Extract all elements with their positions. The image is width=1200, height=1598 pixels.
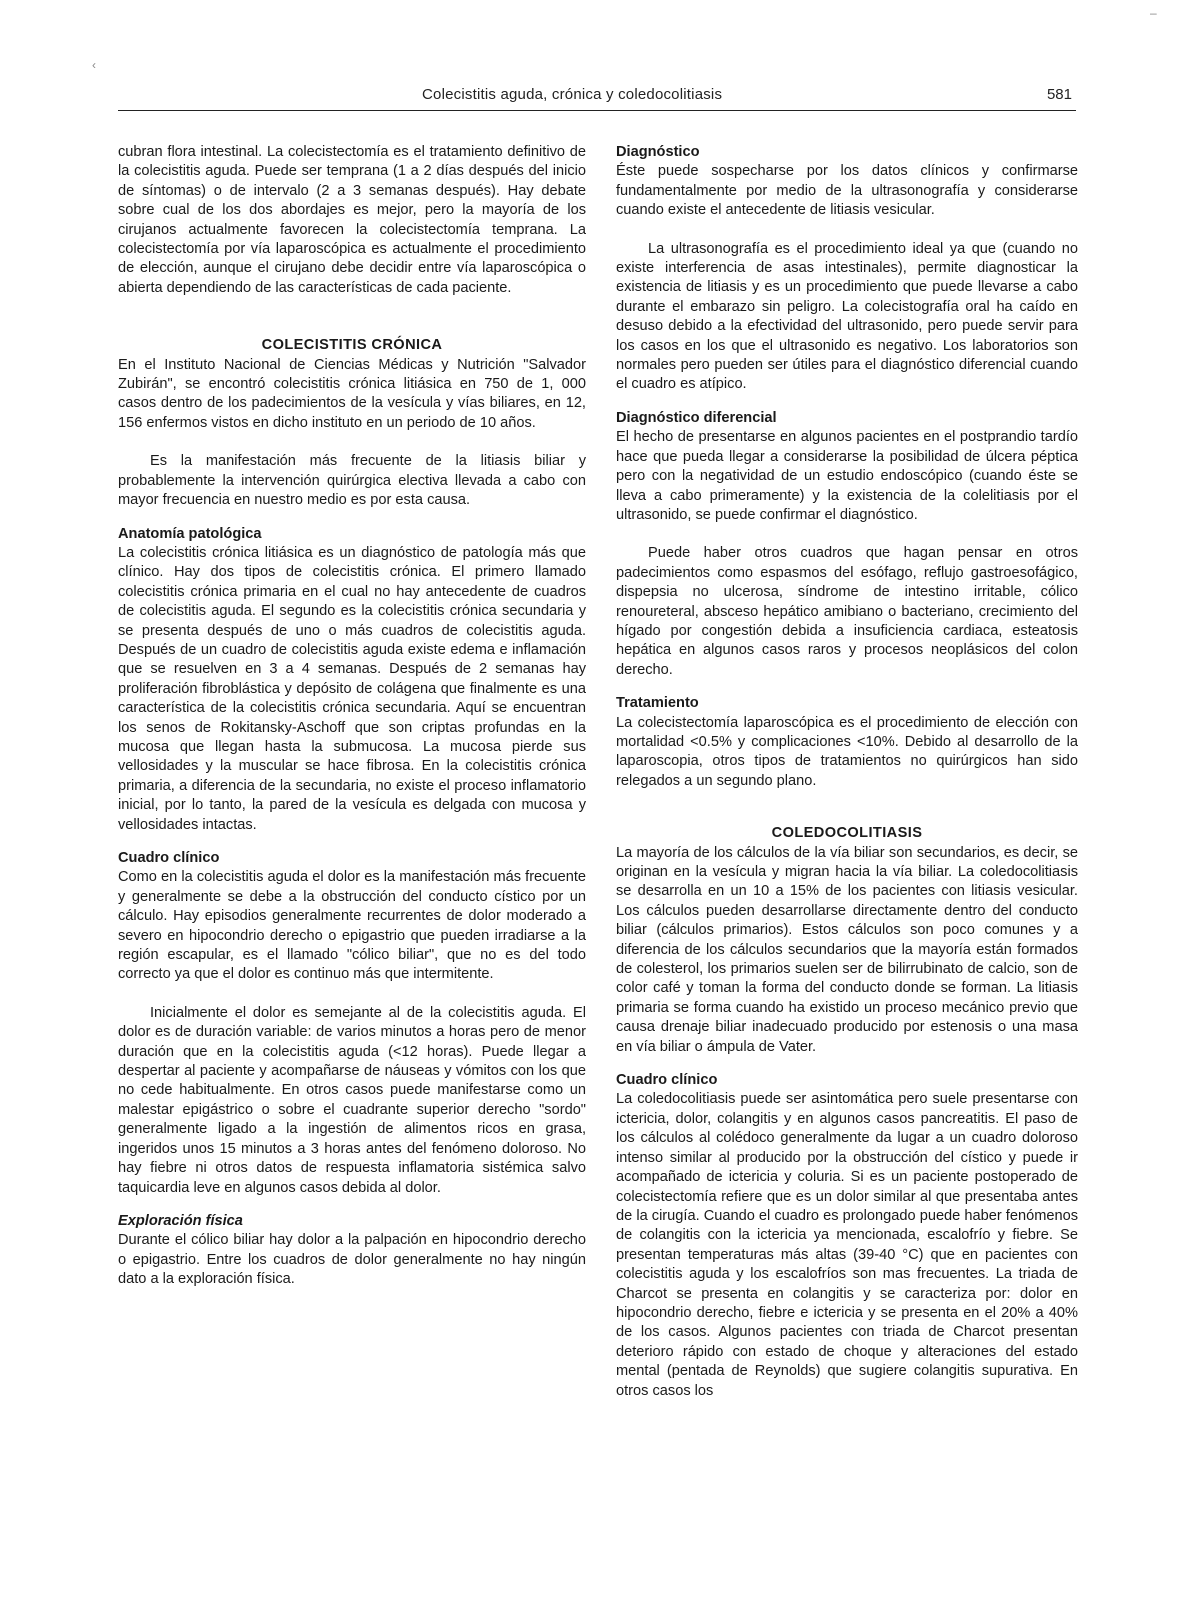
paragraph: cubran flora intestinal. La colecistectomía es el tratamiento definitivo de la colecistitis aguda. Puede ser temprana (1 a 2 días después del inicio de síntomas) o de intervalo (2 a 3 semanas después). Hay debate sobre cual de los dos abordajes es mejor, pero la mayoría de los cirujanos actualmente favorecen la colecistectomía temprana. La colecistectomía por vía laparoscópica es actualmente el procedimiento de elección, aunque el cirujano debe decidir entre vía laparoscópica o abierta dependiendo de las características de cada paciente.: [118, 144, 586, 296]
paragraph: La mayoría de los cálculos de la vía biliar son secundarios, es decir, se originan en la vesícula y migran hacia la vía biliar. La coledocolitiasis se desarrolla en un 10 a 15% de los pacientes con litiasis vesicular. Los cálculos pueden desarrollarse directamente dentro del conducto biliar (cálculos primarios). Estos cálculos son poco comunes y a diferencia de los cálculos secundarios que la mayoría están formados de colesterol, los primarios suelen ser de bilirrubinato de calcio, son de color café y toman la forma del conducto donde se forman. La litiasis primaria se forma cuando ha existido un proceso mecánico previo que causa drenaje biliar inadecuado producido por estenosis o una masa en vía biliar o ámpula de Vater.: [616, 844, 1078, 1055]
section-heading: COLEDOCOLITIASIS: [771, 825, 923, 842]
paragraph: Éste puede sospecharse por los datos clínicos y confirmarse fundamentalmente por medio de la ultrasonografía y considerarse cuando existe el antecedente de litiasis vesicular.: [616, 163, 1078, 219]
paragraph: La coledocolitiasis puede ser asintomática pero suele presentarse con ictericia, dolor, colangitis y en algunos casos pancreatitis. El paso de los cálculos al colédoco generalmente da lugar a un cuadro doloroso intenso similar al producido por la obstrucción del cístico y puede ir acompañado de ictericia y coluria. Si es un paciente postoperado de colecistectomía refiere que es un dolor similar al que presentaba antes de la cirugía. Cuando el cuadro es prolongado puede haber fenómenos de colangitis con la ictericia ya mencionada, escalofrío y fiebre. Se presentan temperaturas más altas (39-40 °C) que en pacientes con colecistitis aguda y los escalofríos son mas frecuentes. La triada de Charcot se presenta en colangitis y se caracteriza por: dolor en hipocondrio derecho, fiebre e ictericia y se presenta en el 20% a 40% de los casos. Algunos pacientes con triada de Charcot presentan deterioro rápido con estado de choque y alteraciones del estado mental (pentada de Reynolds) que sugiere colangitis supurativa. En otros casos los: [616, 1091, 1078, 1399]
left-column: [118, 143, 586, 1290]
paragraph: La colecistectomía laparoscópica es el procedimiento de elección con mortalidad <0.5% y complicaciones <10%. Debido al desarrollo de la laparoscopia, otros tipos de tratamientos no quirúrgicos han sido relegados a un segundo plano.: [616, 714, 1078, 789]
page-header: [118, 84, 1076, 111]
paragraph: Puede haber otros cuadros que hagan pensar en otros padecimientos como espasmos del esófago, reflujo gastroesofágico, dispepsia no ulcerosa, síndrome de intestino irritable, cólico renoureteral, absceso hepático amibiano o bacteriano, crecimiento del hígado por congestión debida a insuficiencia cardiaca, esteatosis hepática en algunos casos raros y procesos neoplásicos del colon derecho.: [616, 545, 1078, 678]
paragraph: Como en la colecistitis aguda el dolor es la manifestación más frecuente y generalmente se debe a la obstrucción del conducto cístico por un cálculo. Hay episodios generalmente recurrentes de dolor moderado a severo en hipocondrio derecho o epigastrio que pueden irradiarse a la región escapular, es el llamado "cólico biliar", que no es del todo correcto ya que el dolor es continuo más que intermitente.: [118, 869, 586, 983]
paragraph: Inicialmente el dolor es semejante al de la colecistitis aguda. El dolor es de duración variable: de varios minutos a horas pero de menor duración que en la colecistitis aguda (<12 horas). Puede llegar a despertar al paciente y acompañarse de náuseas y vómitos con los que no cede habitualmente. En otros casos puede manifestarse como un malestar epigástrico o sobre el cuadrante superior derecho "sordo" generalmente ligado a la ingestión de alimentos ricos en grasa, ingeridos unos 15 minutos a 3 horas antes del fenómeno doloroso. No hay fiebre ni otros datos de respuesta inflamatoria sistémica salvo taquicardia leve en algunos casos debida al dolor.: [118, 1004, 586, 1196]
subsection-heading: Tratamiento: [616, 695, 699, 712]
subsection-heading: Anatomía patológica: [118, 525, 262, 542]
section-heading: COLECISTITIS CRÓNICA: [261, 337, 443, 354]
paragraph: En el Instituto Nacional de Ciencias Médicas y Nutrición "Salvador Zubirán", se encontró colecistitis crónica litiásica en 750 de 1, 000 casos dentro de los padecimientos de la vesícula y vías biliares, en 12, 156 enfermos vistos en dicho instituto en un periodo de 10 años.: [118, 356, 586, 431]
subsection-heading: Cuadro clínico: [118, 850, 220, 866]
right-column: [616, 143, 1078, 1401]
page-number: 581: [1046, 86, 1072, 103]
paragraph: Es la manifestación más frecuente de la litiasis biliar y probablemente la intervención quirúrgica electiva llevada a cabo con mayor frecuencia en nuestro medio es por esta causa.: [118, 453, 586, 509]
paragraph: La colecistitis crónica litiásica es un diagnóstico de patología más que clínico. Hay dos tipos de colecistitis crónica. El primero llamado colecistitis crónica primaria en el cual no hay antecedente de cuadros de colecistitis aguda. El segundo es la colecistitis crónica secundaria y se presenta después de uno o más cuadros de colecistitis aguda. Después de un cuadro de colecistitis aguda existe edema e inflamación que se resuelven en 3 a 4 semanas. Después de 2 semanas hay proliferación fibroblástica y depósito de colágena que finalmente es una característica de la colecistitis crónica secundaria. Aquí se encuentran los senos de Rokitansky-Aschoff que son criptas profundas en la mucosa que llegan hasta la submucosa. La mucosa pierde sus vellosidades y la muscular se hace fibrosa. En la colecistitis crónica primaria, a diferencia de la secundaria, no existe el proceso inflamatorio inicial, por lo tanto, la pared de la vesícula es delgada con mucosa y vellosidades intactas.: [118, 544, 586, 833]
running-title: Colecistitis aguda, crónica y coledocolitiasis: [422, 86, 723, 103]
scan-mark: –: [1150, 6, 1157, 20]
paragraph: La ultrasonografía es el procedimiento ideal ya que (cuando no existe interferencia de asas intestinales), permite diagnosticar la existencia de litiasis y es un procedimiento que puede llevarse a cabo durante el embarazo sin peligro. La colecistografía oral ha caído en desuso debido a la efectividad del ultrasonido, pero puede servir para los casos en los que el ultrasonido es negativo. Los laboratorios son normales pero pueden ser útiles para el diagnóstico diferencial cuando el cuadro es atípico.: [616, 240, 1078, 393]
subsection-heading: Cuadro clínico: [616, 1072, 718, 1089]
paragraph: El hecho de presentarse en algunos pacientes en el postprandio tardío hace que pueda llegar a considerarse la posibilidad de úlcera péptica pero con la negatividad de un estudio endoscópico (cuando éste se lleva a cabo primeramente) y la existencia de la colelitiasis por el ultrasonido, se puede confirmar el diagnóstico.: [616, 429, 1078, 523]
subsection-heading: Exploración física: [118, 1212, 243, 1229]
paragraph: Durante el cólico biliar hay dolor a la palpación en hipocondrio derecho o epigastrio. Entre los cuadros de dolor generalmente no hay ningún dato a la exploración física.: [118, 1232, 586, 1288]
subsection-heading: Diagnóstico diferencial: [616, 409, 777, 426]
subsection-heading: Diagnóstico: [616, 144, 700, 160]
scan-mark: ‹: [92, 58, 96, 72]
